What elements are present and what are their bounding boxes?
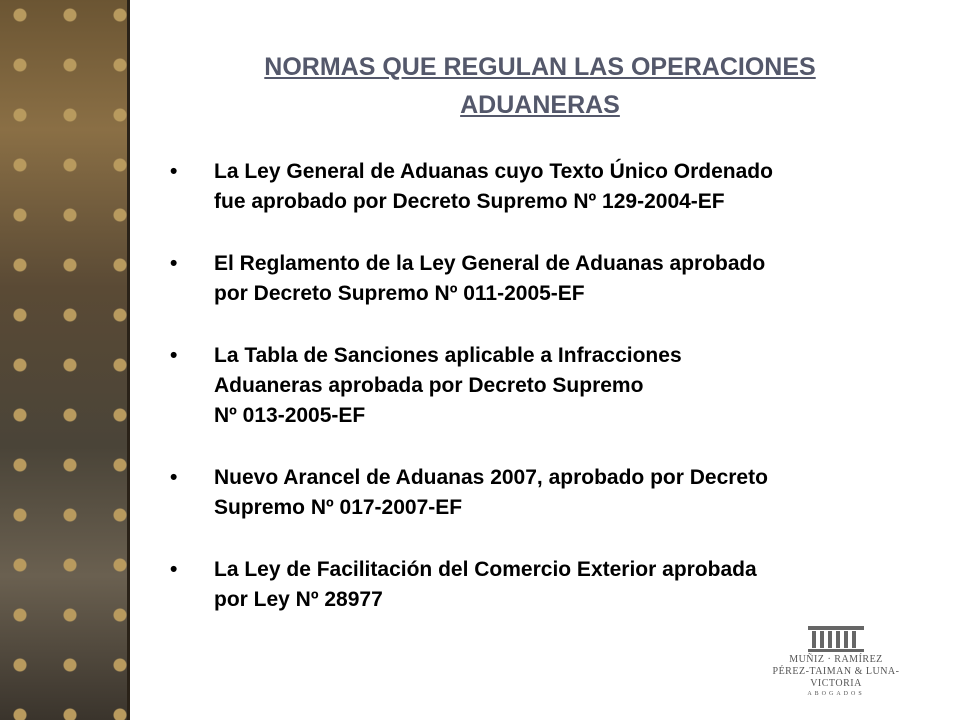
- norms-list: [166, 157, 936, 615]
- logo-line-2: PÉREZ-TAIMAN & LUNA-VICTORIA: [772, 666, 900, 689]
- decorative-side-image: [0, 0, 130, 720]
- list-item-line: fue aprobado por Decreto Supremo Nº 129-2004-EF: [214, 190, 725, 213]
- list-item-line: La Tabla de Sanciones aplicable a Infracciones: [214, 344, 682, 367]
- logo-line-3: ABOGADOS: [807, 691, 865, 697]
- list-item-line: Supremo Nº 017-2007-EF: [214, 496, 463, 519]
- list-item: [166, 341, 936, 431]
- list-item-line: Nuevo Arancel de Aduanas 2007, aprobado por Decreto: [214, 466, 768, 489]
- bullet-icon: •: [170, 160, 178, 183]
- list-item: [166, 249, 936, 309]
- bullet-icon: •: [170, 344, 178, 367]
- list-item: [166, 463, 936, 523]
- side-divider: [127, 0, 130, 720]
- title-line-1: NORMAS QUE REGULAN LAS OPERACIONES: [264, 53, 816, 81]
- list-item-line: por Decreto Supremo Nº 011-2005-EF: [214, 282, 585, 305]
- list-item-line: Aduaneras aprobada por Decreto Supremo: [214, 374, 644, 397]
- page-title: [145, 48, 935, 124]
- list-item-line: por Ley Nº 28977: [214, 588, 383, 611]
- list-item-line: La Ley General de Aduanas cuyo Texto Único Ordenado: [214, 160, 773, 183]
- bullet-icon: •: [170, 466, 178, 489]
- bullet-icon: •: [170, 252, 178, 275]
- list-item-line: La Ley de Facilitación del Comercio Exterior aprobada: [214, 558, 757, 581]
- firm-logo: [762, 622, 910, 697]
- list-item: [166, 157, 936, 217]
- bullet-icon: •: [170, 558, 178, 581]
- title-line-2: ADUANERAS: [460, 91, 620, 119]
- building-columns-icon: [806, 624, 866, 654]
- logo-line-1: MUÑIZ · RAMÍREZ: [789, 654, 883, 665]
- list-item: [166, 555, 936, 615]
- list-item-line: El Reglamento de la Ley General de Aduanas aprobado: [214, 252, 766, 275]
- list-item-line: Nº 013-2005-EF: [214, 404, 366, 427]
